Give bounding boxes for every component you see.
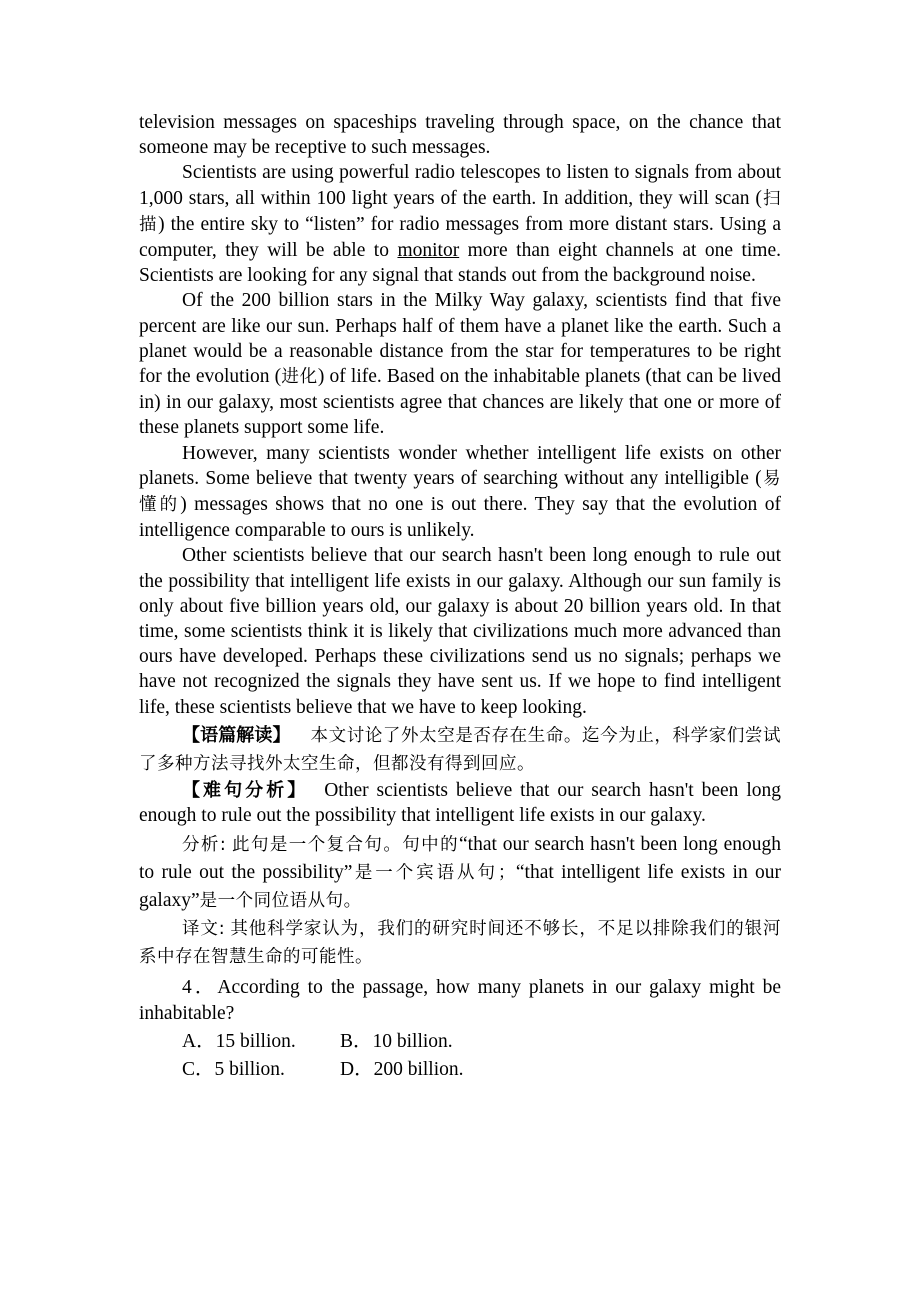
reading-tag: 【语篇解读】	[182, 724, 291, 746]
notes-section	[139, 722, 781, 971]
document-page	[139, 110, 781, 1084]
option-d[interactable]: D．200 billion.	[340, 1058, 464, 1080]
hard-sentence	[139, 778, 781, 829]
gloss-evolution: 进化	[281, 367, 318, 388]
hard-sentence-text: Other scientists believe that our search hasn't been long enough to rule out the possibility that intelligent life exists in our galaxy.	[139, 779, 781, 827]
translation	[139, 915, 781, 971]
answer-options	[139, 1028, 781, 1084]
analysis: 分析: 此句是一个复合句。句中的“that our search hasn't been long enough to rule out the possibility”是一个宾语从句；“that intelligent life exists in our galaxy”是一个同位语从句。	[139, 833, 782, 911]
reading-summary-text: 本文讨论了外太空是否存在生命。迄今为止，科学家们尝试了多种方法寻找外太空生命，但都没有得到回应。	[139, 725, 782, 774]
reading-passage	[139, 110, 781, 720]
analysis-label: 分析:	[182, 834, 227, 855]
option-a[interactable]: A．15 billion.	[182, 1030, 296, 1052]
option-c[interactable]: C．5 billion.	[182, 1058, 285, 1080]
passage-paragraph-0: television messages on spaceships traveling through space, on the chance that someone may be receptive to such messages.	[139, 112, 781, 159]
hard-sentence-tag: 【难句分析】	[182, 779, 309, 801]
question-4	[139, 975, 781, 1027]
question-text: According to the passage, how many planets in our galaxy might be inhabitable?	[139, 976, 781, 1024]
question-stem	[139, 975, 781, 1027]
passage-paragraph-4: Other scientists believe that our search hasn't been long enough to rule out the possibility that intelligent life exists in our galaxy. Although our sun family is only about five billion years old, our galaxy is about 20 billion years old. In that time, some scientists think it is likely that civilizations much more advanced than ours have developed. Perhaps these civilizations send us no signals; perhaps we have not recognized the signals they have sent us. If we hope to find intelligent life, these scientists believe that we have to keep looking.	[139, 545, 781, 718]
translation-text: 其他科学家认为，我们的研究时间还不够长，不足以排除我们的银河系中存在智慧生命的可能性。	[139, 918, 782, 967]
passage-paragraph-2: Of the 200 billion stars in the Milky Way galaxy, scientists find that five percent are like our sun. Perhaps half of them have a planet like the earth. Such a planet would be a reasonable distance from the star for temperatures to be right for the evolution (进化) of life. Based on the inhabitable planets (that can be lived in) in our galaxy, most scientists agree that chances are likely that one or more of these planets support some life.	[139, 290, 782, 439]
passage-paragraph-3: However, many scientists wonder whether intelligent life exists on other planets. Some believe that twenty years of searching without any intelligible (易懂的) messages shows that no one is out there. They say that the evolution of intelligence comparable to ours is unlikely.	[139, 442, 781, 542]
underlined-word-monitor: monitor	[397, 240, 460, 262]
passage-paragraph-1: Scientists are using powerful radio telescopes to listen to signals from about 1,000 stars, all within 100 light years of the earth. In addition, they will scan (扫描) the entire sky to “listen” for radio messages from more distant stars. Using a computer, they will be able to monitor more than eight channels at one time. Scientists are looking for any signal that stands out from the background noise.	[139, 162, 782, 287]
reading-summary	[139, 722, 781, 778]
question-number: 4．	[182, 976, 218, 998]
gloss-scan: 扫描	[139, 188, 781, 235]
options-row-2	[139, 1056, 781, 1084]
options-row-1	[139, 1028, 781, 1056]
translation-label: 译文:	[182, 918, 226, 939]
gloss-intelligible: 易懂的	[139, 468, 781, 516]
option-b[interactable]: B．10 billion.	[340, 1030, 453, 1052]
